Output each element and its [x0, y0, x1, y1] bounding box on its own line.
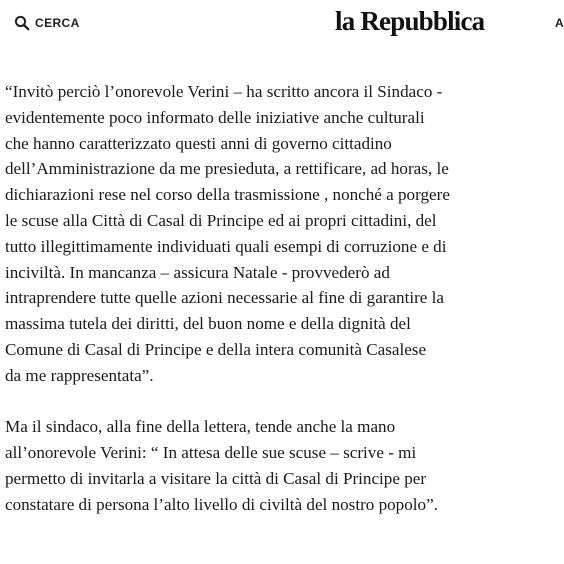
text-line: constatare di persona l’alto livello di civiltà del nostro popolo”.: [5, 494, 438, 514]
text-line: permetto di invitarla a visitare la città di Casal di Principe per: [5, 468, 427, 488]
text-line: intraprendere tutte quelle azioni necessarie al fine di garantire la: [5, 288, 444, 308]
text-line: all’onorevole Verini: “ In attesa delle sue scuse – scrive - mi: [5, 443, 417, 463]
search-button[interactable]: [14, 14, 80, 32]
text-line: “Invitò perciò l’onorevole Verini – ha scritto ancora il Sindaco -: [5, 82, 443, 101]
search-label: CERCA: [35, 16, 80, 30]
text-line: Ma il sindaco, alla fine della lettera, tende anche la mano: [5, 417, 396, 437]
article-paragraph: [5, 414, 557, 517]
header-nav-item-clipped[interactable]: A: [555, 16, 564, 30]
text-line: evidentemente poco informato delle iniziative anche culturali: [5, 107, 425, 127]
text-line: che hanno caratterizzato questi anni di governo cittadino: [5, 133, 392, 153]
site-header: [0, 0, 564, 46]
text-line: tutto illegittimamente individuati quali esempi di corruzione e di: [5, 236, 447, 256]
search-icon: [14, 15, 30, 31]
text-line: Comune di Casal di Principe e della intera comunità Casalese: [5, 339, 427, 359]
article-paragraph: [5, 79, 557, 389]
text-line: le scuse alla Città di Casal di Principe ed ai propri cittadini, del: [5, 210, 437, 230]
text-line: massima tutela dei diritti, del buon nome e della dignità del: [5, 314, 411, 334]
text-line: inciviltà. In mancanza – assicura Natale - provvederò ad: [5, 262, 390, 282]
site-logo[interactable]: la Repubblica: [335, 6, 485, 36]
text-line: da me rappresentata”.: [5, 365, 154, 385]
article-body: [5, 79, 557, 518]
text-line: dichiarazioni rese nel corso della trasmissione , nonché a porgere: [5, 185, 450, 205]
text-line: dell’Amministrazione da me presieduta, a rettificare, ad horas, le: [5, 159, 449, 179]
